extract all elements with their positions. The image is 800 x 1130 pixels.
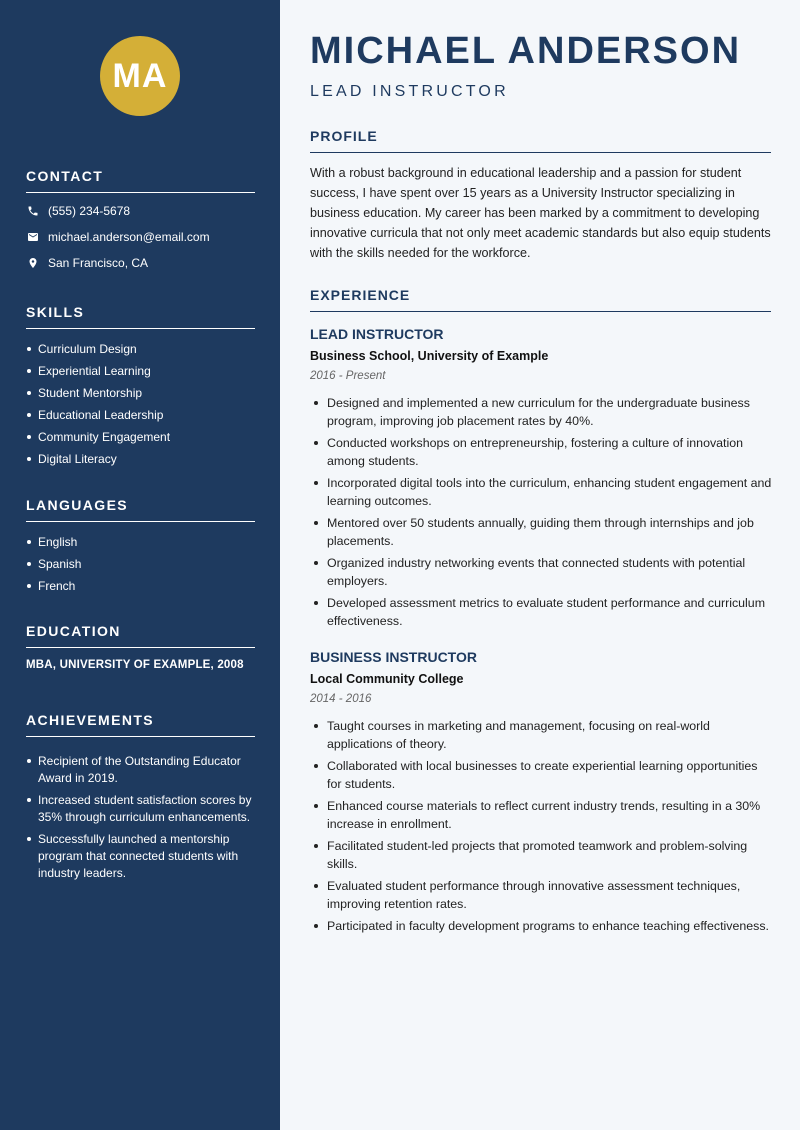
skill-item: Educational Leadership	[26, 407, 258, 429]
phone-icon	[26, 204, 40, 218]
job-bullet: Organized industry networking events that connected students with potential employers.	[310, 554, 772, 590]
person-name: MICHAEL ANDERSON	[310, 30, 742, 72]
contact-email[interactable]	[26, 230, 266, 244]
job-org: Local Community College	[310, 672, 464, 686]
job-bullet: Taught courses in marketing and management, focusing on real-world applications of theory.	[310, 717, 772, 753]
job-dates: 2016 - Present	[310, 370, 386, 382]
sidebar	[0, 0, 280, 1130]
experience-heading: EXPERIENCE	[310, 287, 771, 312]
achievement-item: Increased student satisfaction scores by 35% through curriculum enhancements.	[26, 792, 258, 826]
job-bullet: Conducted workshops on entrepreneurship, fostering a culture of innovation among students.	[310, 434, 772, 470]
job-bullet: Designed and implemented a new curriculum for the undergraduate business program, improving job placement rates by 40%.	[310, 394, 772, 430]
languages-list	[26, 534, 258, 600]
skills-heading: SKILLS	[26, 304, 255, 329]
job-org: Business School, University of Example	[310, 349, 549, 363]
language-item: Spanish	[26, 556, 258, 578]
skill-item: Digital Literacy	[26, 451, 258, 473]
skills-list	[26, 341, 258, 473]
profile-heading: PROFILE	[310, 128, 771, 153]
job-bullets	[310, 394, 772, 634]
skill-item: Community Engagement	[26, 429, 258, 451]
job-bullet: Enhanced course materials to reflect current industry trends, resulting in a 30% increase in enrollment.	[310, 797, 772, 833]
job-bullet: Evaluated student performance through innovative assessment techniques, improving retention rates.	[310, 877, 772, 913]
job-dates: 2014 - 2016	[310, 693, 372, 705]
education-heading: EDUCATION	[26, 623, 255, 648]
achievement-item: Successfully launched a mentorship program that connected students with industry leaders.	[26, 831, 258, 882]
achievements-heading: ACHIEVEMENTS	[26, 712, 255, 737]
education-entry: MBA, UNIVERSITY OF EXAMPLE, 2008	[26, 659, 244, 671]
contact-heading: CONTACT	[26, 168, 255, 193]
job-bullet: Participated in faculty development programs to enhance teaching effectiveness.	[310, 917, 772, 935]
achievement-item: Recipient of the Outstanding Educator Award in 2019.	[26, 753, 258, 787]
language-item: French	[26, 578, 258, 600]
profile-text: With a robust background in educational leadership and a passion for student success, I have spent over 15 years as a University Instructor specializing in business education. My career has been marked by a commitment to developing innovative curricula that not only meet academic standards but also equip students with the skills needed for the workforce.	[310, 166, 771, 260]
job-bullet: Incorporated digital tools into the curriculum, enhancing student engagement and learning outcomes.	[310, 474, 772, 510]
phone-text: (555) 234-5678	[48, 204, 131, 218]
language-item: English	[26, 534, 258, 556]
email-icon	[26, 230, 40, 244]
person-title: LEAD INSTRUCTOR	[310, 83, 509, 100]
job-title: BUSINESS INSTRUCTOR	[310, 649, 477, 665]
job-bullet: Facilitated student-led projects that promoted teamwork and problem-solving skills.	[310, 837, 772, 873]
contact-phone[interactable]	[26, 204, 266, 218]
contact-location	[26, 256, 266, 270]
job-title: LEAD INSTRUCTOR	[310, 326, 444, 342]
skill-item: Curriculum Design	[26, 341, 258, 363]
job-bullets	[310, 717, 772, 939]
location-icon	[26, 256, 40, 270]
job-bullet: Developed assessment metrics to evaluate student performance and curriculum effectiveness.	[310, 594, 772, 630]
languages-heading: LANGUAGES	[26, 497, 255, 522]
email-text: michael.anderson@email.com	[48, 230, 210, 244]
job-bullet: Collaborated with local businesses to create experiential learning opportunities for students.	[310, 757, 772, 793]
skill-item: Experiential Learning	[26, 363, 258, 385]
location-text: San Francisco, CA	[48, 256, 149, 270]
achievements-list	[26, 753, 258, 887]
avatar: MA	[100, 36, 180, 116]
skill-item: Student Mentorship	[26, 385, 258, 407]
job-bullet: Mentored over 50 students annually, guiding them through internships and job placements.	[310, 514, 772, 550]
